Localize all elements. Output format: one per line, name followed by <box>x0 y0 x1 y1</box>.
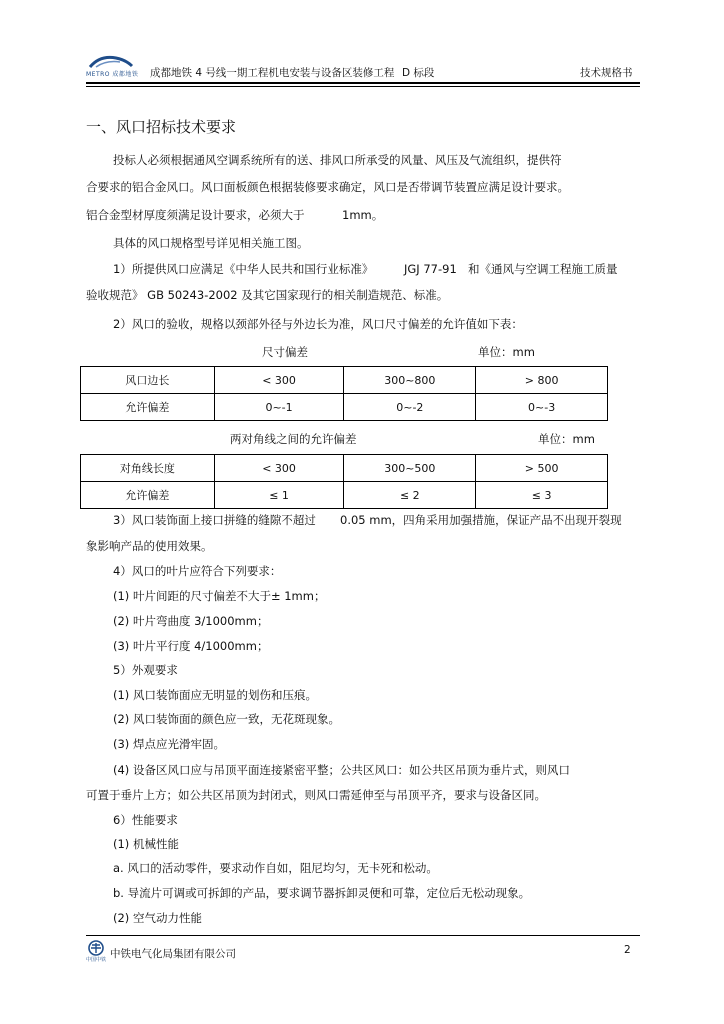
table-size-tolerance <box>80 366 608 421</box>
para-19: b. 导流片可调或可拆卸的产品，要求调节器拆卸灵便和可靠，定位后无松动现象。 <box>113 886 531 900</box>
para-14: (3) 焊点应光滑牢固。 <box>113 737 225 751</box>
footer-rule <box>86 935 640 936</box>
para-15a: (4) 设备区风口应与吊顶平面连接紧密平整；公共区风口：如公共区吊顶为垂片式，则风口 <box>113 763 570 777</box>
table-cell: 0~-2 <box>344 394 476 421</box>
para-11: 5）外观要求 <box>113 663 178 677</box>
table-cell: < 300 <box>214 455 344 482</box>
para-13: (2) 风口装饰面的颜色应一致，无花斑现象。 <box>113 712 340 726</box>
metro-logo-icon <box>86 54 136 70</box>
table-cell: 允许偏差 <box>81 482 215 509</box>
para-4a: 1）所提供风口应满足《中华人民共和国行业标准》 <box>113 262 374 276</box>
section-title: 一、风口招标技术要求 <box>86 118 237 136</box>
header-logo <box>86 54 139 78</box>
table-cell: 300~500 <box>344 455 476 482</box>
table2-unit: 单位：mm <box>538 432 595 446</box>
crec-logo-icon <box>86 940 106 956</box>
table-cell: 对角线长度 <box>81 455 215 482</box>
header-rule-thin <box>86 86 640 87</box>
para-6c: 象影响产品的使用效果。 <box>86 539 213 553</box>
table-cell: ≤ 1 <box>214 482 344 509</box>
table-row <box>81 367 608 394</box>
table-cell: 允许偏差 <box>81 394 215 421</box>
para-6b: 0.05 mm，四角采用加强措施，保证产品不出现开裂现 <box>340 513 622 527</box>
table-diagonal-tolerance <box>80 454 608 509</box>
para-3: 具体的风口规格型号详见相关施工图。 <box>113 236 309 250</box>
para-2b: 1mm。 <box>342 208 384 222</box>
table-cell: < 300 <box>214 367 344 394</box>
header-logo-text: METRO 成都地铁 <box>86 71 139 78</box>
header-project: 成都地铁 4 号线一期工程机电安装与设备区装修工程 <box>150 67 395 79</box>
table-cell: 300~800 <box>344 367 476 394</box>
table-row <box>81 482 608 509</box>
footer-company: 中铁电气化局集团有限公司 <box>110 948 236 960</box>
header-rule <box>86 82 640 84</box>
table-row <box>81 455 608 482</box>
para-4b: JGJ 77-91 <box>404 262 457 276</box>
table2-caption: 两对角线之间的允许偏差 <box>230 432 357 446</box>
page-number: 2 <box>624 944 631 956</box>
para-8: (1) 叶片间距的尺寸偏差不大于± 1mm； <box>113 589 326 603</box>
para-20: (2) 空气动力性能 <box>113 911 202 925</box>
para-10: (3) 叶片平行度 4/1000mm； <box>113 639 269 653</box>
table1-unit: 单位：mm <box>478 345 535 359</box>
table-cell: > 800 <box>476 367 608 394</box>
para-6a: 3）风口装饰面上接口拼缝的缝隙不超过 <box>113 513 316 527</box>
table-cell: 风口边长 <box>81 367 215 394</box>
table-row <box>81 394 608 421</box>
para-12: (1) 风口装饰面应无明显的划伤和压痕。 <box>113 688 317 702</box>
para-4d: 验收规范》 GB 50243-2002 及其它国家现行的相关制造规范、标准。 <box>86 288 449 302</box>
header-section: D 标段 <box>402 67 435 79</box>
footer-logo-text: 中国中铁 <box>86 957 107 963</box>
para-2a: 铝合金型材厚度须满足设计要求，必须大于 <box>86 208 305 222</box>
para-1b: 合要求的铝合金风口。风口面板颜色根据装修要求确定，风口是否带调节装置应满足设计要求。 <box>86 180 569 194</box>
footer-logo <box>86 940 106 964</box>
para-5: 2）风口的验收，规格以颈部外径与外边长为准，风口尺寸偏差的允许值如下表： <box>113 317 523 331</box>
table-cell: > 500 <box>476 455 608 482</box>
para-18: a. 风口的活动零件，要求动作自如，阻尼均匀，无卡死和松动。 <box>113 861 438 875</box>
table-cell: 0~-3 <box>476 394 608 421</box>
table1-caption: 尺寸偏差 <box>262 345 308 359</box>
header-doc-type: 技术规格书 <box>580 67 633 79</box>
table-cell: ≤ 3 <box>476 482 608 509</box>
para-17: (1) 机械性能 <box>113 837 179 851</box>
para-4c: 和《通风与空调工程施工质量 <box>468 262 618 276</box>
para-16: 6）性能要求 <box>113 813 178 827</box>
table-cell: ≤ 2 <box>344 482 476 509</box>
para-15b: 可置于垂片上方；如公共区吊顶为封闭式，则风口需延伸至与吊顶平齐，要求与设备区同。 <box>86 788 546 802</box>
table-cell: 0~-1 <box>214 394 344 421</box>
para-1a: 投标人必须根据通风空调系统所有的送、排风口所承受的风量、风压及气流组织，提供符 <box>113 153 562 167</box>
para-9: (2) 叶片弯曲度 3/1000mm； <box>113 614 269 628</box>
para-7: 4）风口的叶片应符合下列要求： <box>113 564 282 578</box>
